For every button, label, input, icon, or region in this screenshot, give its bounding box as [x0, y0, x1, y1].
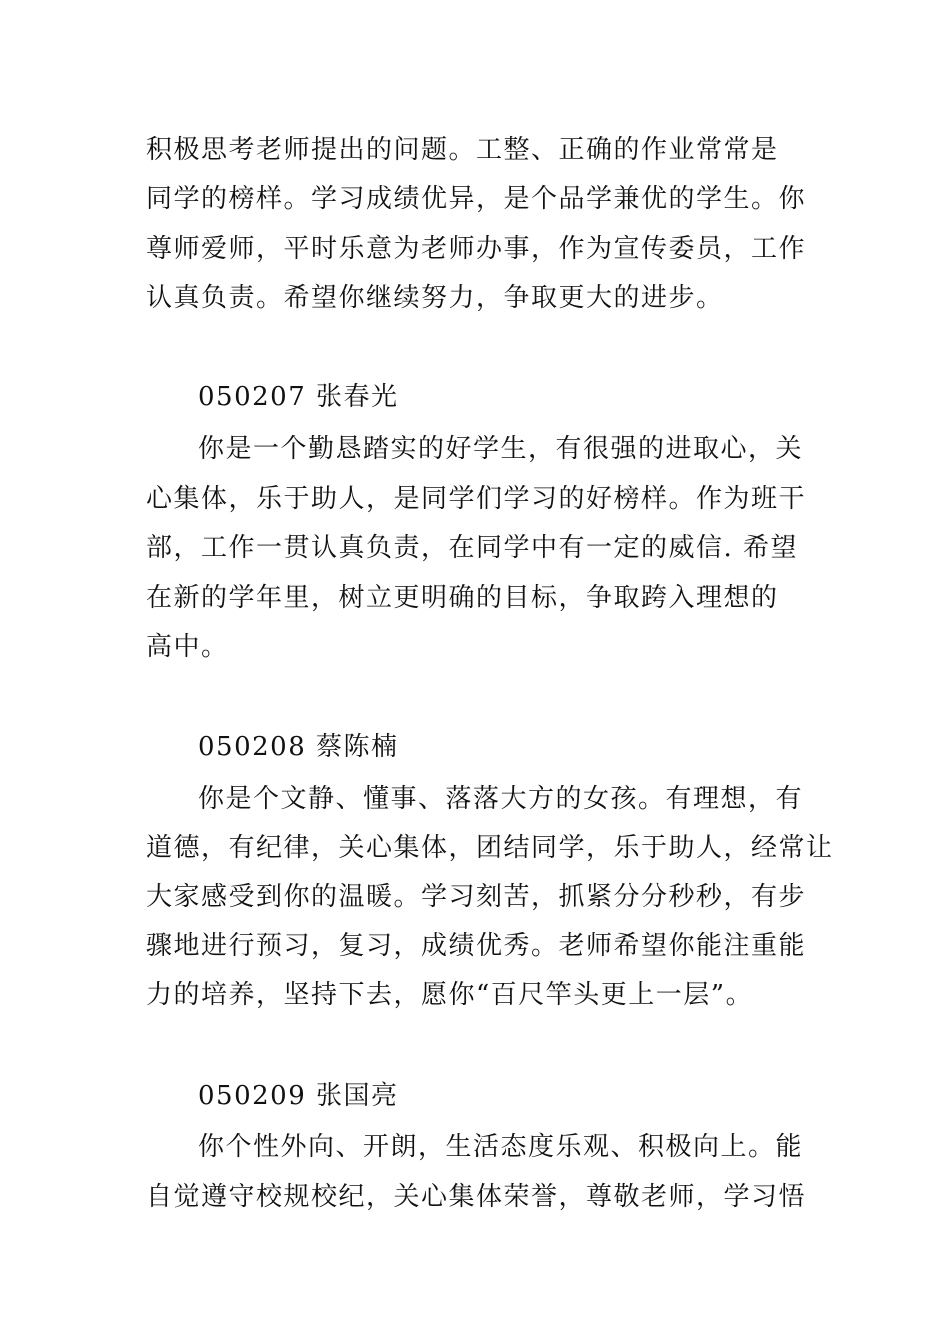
comment-line: 你是个文静、懂事、落落大方的女孩。有理想，有 — [198, 784, 804, 814]
comment-line: 高中。 — [146, 632, 229, 662]
intro-line: 认真负责。希望你继续努力，争取更大的进步。 — [146, 283, 724, 313]
intro-line: 积极思考老师提出的问题。工整、正确的作业常常是 — [146, 135, 779, 165]
student-heading: 050208 蔡陈楠 — [198, 732, 399, 762]
comment-line: 大家感受到你的温暖。学习刻苦，抓紧分分秒秒，有步 — [146, 882, 807, 912]
comment-line: 你是一个勤恳踏实的好学生，有很强的进取心，关 — [198, 434, 804, 464]
comment-line: 你个性外向、开朗，生活态度乐观、积极向上。能 — [198, 1132, 804, 1162]
intro-line: 同学的榜样。学习成绩优异，是个品学兼优的学生。你 — [146, 184, 807, 214]
comment-line: 心集体，乐于助人，是同学们学习的好榜样。作为班干 — [146, 484, 807, 514]
student-heading: 050207 张春光 — [198, 382, 399, 412]
comment-line: 部，工作一贯认真负责，在同学中有一定的威信. 希望 — [146, 533, 799, 563]
comment-line: 道德，有纪律，关心集体，团结同学，乐于助人，经常让 — [146, 833, 834, 863]
student-heading: 050209 张国亮 — [198, 1081, 399, 1111]
comment-line: 自觉遵守校规校纪，关心集体荣誉，尊敬老师，学习悟 — [146, 1182, 807, 1212]
comment-line: 在新的学年里，树立更明确的目标，争取跨入理想的 — [146, 583, 779, 613]
comment-line: 力的培养，坚持下去，愿你“百尺竿头更上一层”。 — [146, 980, 754, 1010]
intro-line: 尊师爱师，平时乐意为老师办事，作为宣传委员，工作 — [146, 234, 807, 264]
comment-line: 骤地进行预习，复习，成绩优秀。老师希望你能注重能 — [146, 931, 807, 961]
